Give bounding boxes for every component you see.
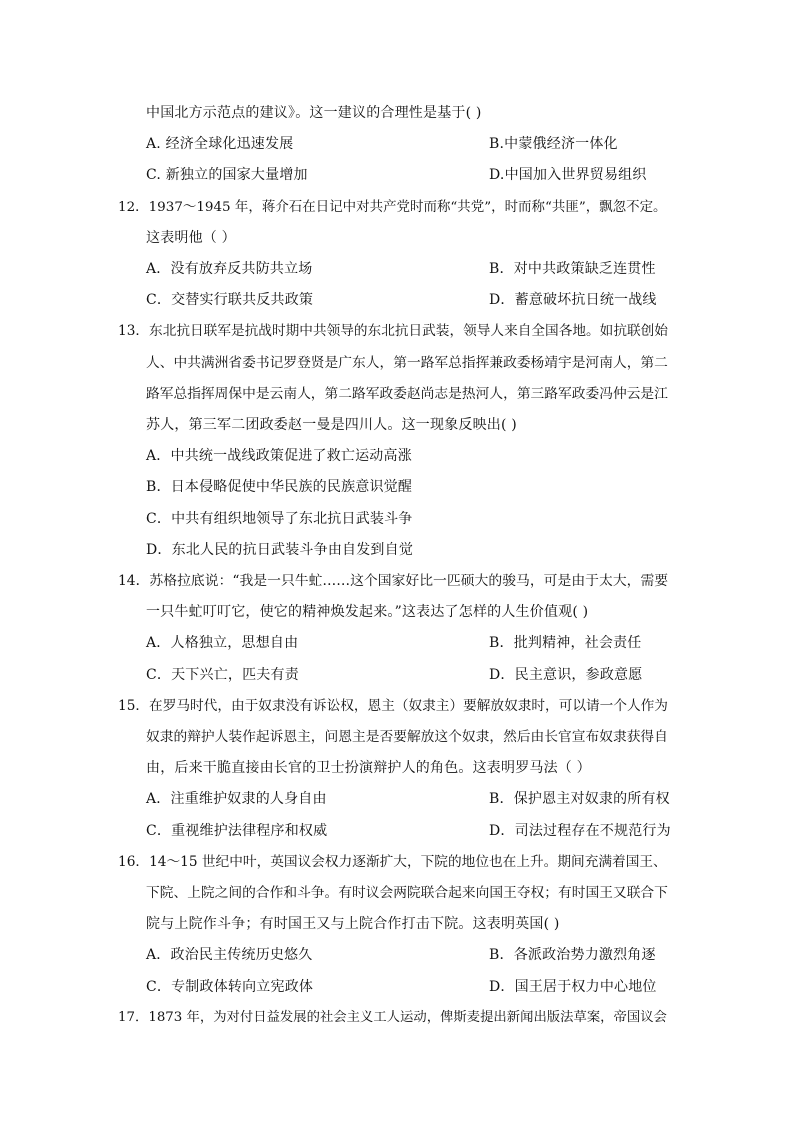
q14-stem-line-2: 一只牛虻叮叮它，使它的精神焕发起来。”这表达了怎样的人生价值观( )	[146, 604, 589, 620]
q15-option-c: C．重视维护法律程序和权威	[146, 823, 328, 839]
q14-option-c: C．天下兴亡，匹夫有责	[146, 667, 299, 683]
q11-option-d: D.中国加入世界贸易组织	[489, 167, 647, 183]
q16-option-b: B．各派政治势力激烈角逐	[489, 947, 656, 963]
q15-option-a: A．注重维护奴隶的人身自由	[146, 791, 327, 807]
q12-stem-line-1: 12．1937～1945 年，蒋介石在日记中对共产党时而称“共党”，时而称“共匪”，飘忽不定。	[118, 199, 667, 215]
q13-option-a: A．中共统一战线政策促进了救亡运动高涨	[146, 448, 412, 464]
q12-option-a: A．没有放弃反共防共立场	[146, 261, 313, 277]
q11-option-a: A. 经济全球化迅速发展	[146, 136, 294, 152]
q16-stem-line-1: 16．14～15 世纪中叶，英国议会权力逐渐扩大，下院的地位也在上升。期间充满着国王、	[118, 854, 667, 870]
q15-option-b: B．保护恩主对奴隶的所有权	[489, 791, 670, 807]
q16-option-c: C．专制政体转向立宪政体	[146, 979, 314, 995]
q12-option-d: D．蓄意破坏抗日统一战线	[489, 292, 657, 308]
q14-option-d: D．民主意识，参政意愿	[489, 667, 643, 683]
q15-stem-line-1: 15．在罗马时代，由于奴隶没有诉讼权，恩主（奴隶主）要解放奴隶时，可以请一个人作为	[118, 698, 668, 714]
q13-stem-line-1: 13．东北抗日联军是抗战时期中共领导的东北抗日武装，领导人来自全国各地。如抗联创始	[118, 323, 668, 339]
q13-option-c: C．中共有组织地领导了东北抗日武装斗争	[146, 511, 413, 527]
q14-option-a: A．人格独立，思想自由	[146, 635, 299, 651]
q15-stem-line-2: 奴隶的辩护人装作起诉恩主，问恩主是否要解放这个奴隶，然后由长官宣布奴隶获得自	[146, 729, 668, 745]
q14-option-b: B．批判精神，社会责任	[489, 635, 642, 651]
q15-option-d: D．司法过程存在不规范行为	[489, 823, 671, 839]
q11-option-b: B.中蒙俄经济一体化	[489, 136, 618, 152]
q11-option-c: C. 新独立的国家大量增加	[146, 167, 308, 183]
q13-option-b: B．日本侵略促使中华民族的民族意识觉醒	[146, 479, 413, 495]
q13-stem-line-4: 苏人，第三军二团政委赵一曼是四川人。这一现象反映出( )	[146, 417, 517, 433]
q12-stem-line-2: 这表明他（ ）	[146, 230, 236, 246]
q12-option-b: B．对中共政策缺乏连贯性	[489, 261, 656, 277]
q13-stem-line-3: 路军总指挥周保中是云南人，第二路军政委赵尚志是热河人，第三路军政委冯仲云是江	[146, 386, 668, 402]
q16-stem-line-3: 院与上院作斗争；有时国王又与上院合作打击下院。这表明英国( )	[146, 916, 560, 932]
q13-stem-line-2: 人、中共满洲省委书记罗登贤是广东人，第一路军总指挥兼政委杨靖宇是河南人，第二	[146, 355, 668, 371]
q16-option-d: D．国王居于权力中心地位	[489, 979, 657, 995]
q16-stem-line-2: 下院、上院之间的合作和斗争。有时议会两院联合起来向国王夺权；有时国王又联合下	[146, 885, 668, 901]
q16-option-a: A．政治民主传统历史悠久	[146, 947, 313, 963]
q12-option-c: C．交替实行联共反共政策	[146, 292, 314, 308]
q13-option-d: D．东北人民的抗日武装斗争由自发到自觉	[146, 542, 414, 558]
q11-stem-tail: 中国北方示范点的建议》。这一建议的合理性是基于( )	[146, 105, 482, 121]
q15-stem-line-3: 由，后来干脆直接由长官的卫士扮演辩护人的角色。这表明罗马法（ ）	[146, 760, 591, 776]
q14-stem-line-1: 14．苏格拉底说：“我是一只牛虻……这个国家好比一匹硕大的骏马，可是由于太大，需要	[118, 573, 669, 589]
q17-stem-line-1: 17．1873 年，为对付日益发展的社会主义工人运动，俾斯麦提出新闻出版法草案，帝国议会	[118, 1010, 667, 1025]
